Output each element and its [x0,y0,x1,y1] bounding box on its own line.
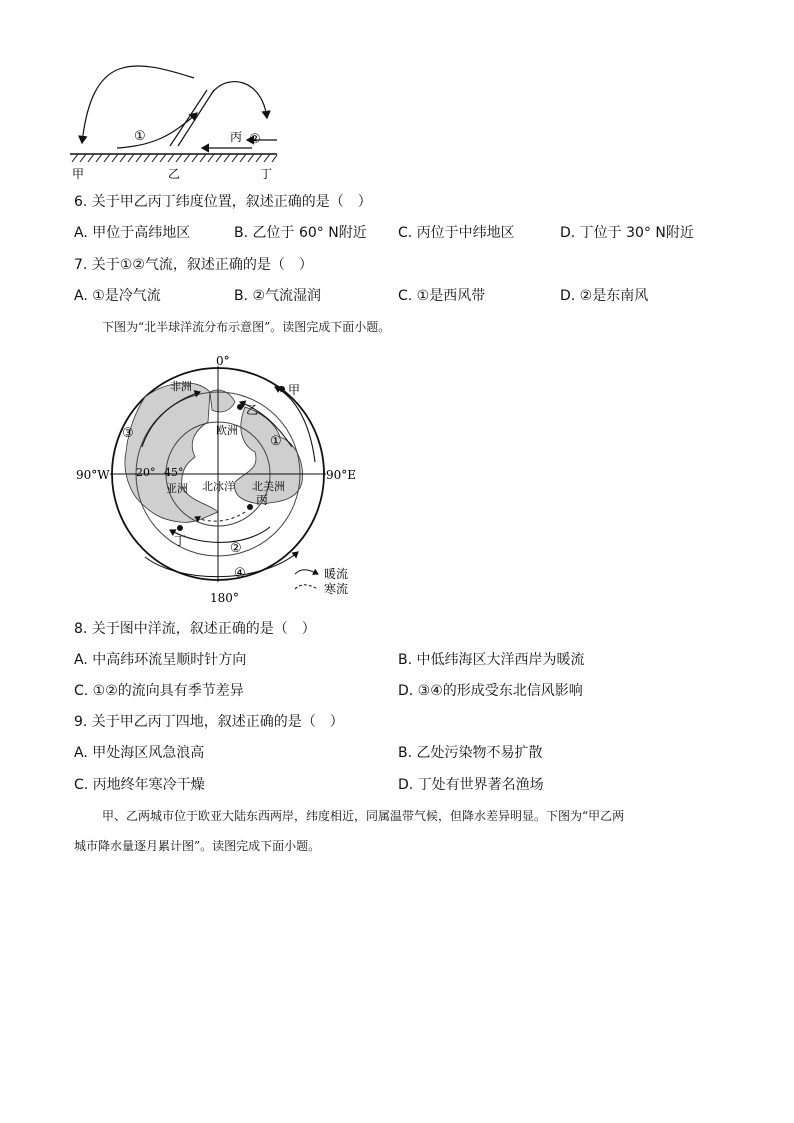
map-point-jia [279,386,285,392]
map-label-africa: 非洲 [170,380,192,393]
map-point-ding [177,525,183,531]
ground-hatch [72,154,277,162]
map-label-europe: 欧洲 [216,424,238,437]
map-label-arctic: 北冰洋 [202,480,235,493]
q9-option-a[interactable]: A. 甲处海区风急浪高 [74,745,205,761]
map-label-90e: 90°E [326,468,357,482]
map-label-180: 180° [210,591,239,605]
ocean-current-map [70,352,370,607]
q6-option-b[interactable]: B. 乙位于 60° N附近 [234,225,367,241]
map-label-yi: 乙 [246,403,259,417]
map-label-current-3: ③ [122,426,134,441]
legend-warm: 暖流 [324,567,349,581]
map-label-bing: 丙 [256,493,269,507]
map-label-lat20: 20° [136,466,156,479]
q8-stem: 8. 关于图中洋流，叙述正确的是（ ） [74,621,316,637]
legend-cold-line [295,585,318,589]
flow-1-arrow [117,113,197,148]
intro-precip-line1: 甲、乙两城市位于欧亚大陆东西两岸，纬度相近，同属温带气候，但降水差异明显。下图为“甲乙两 [102,809,625,823]
legend-warm-line [295,570,318,574]
map-label-current-2: ② [230,541,242,556]
q9-option-d[interactable]: D. 丁处有世界著名渔场 [398,777,544,793]
q9-option-c[interactable]: C. 丙地终年寒冷干燥 [74,777,205,793]
q8-option-c[interactable]: C. ①②的流向具有季节差异 [74,683,244,699]
q8-option-b[interactable]: B. 中低纬海区大洋西岸为暖流 [398,652,585,668]
map-label-lat45: 45° [164,466,184,479]
map-point-yi [237,404,243,410]
map-label-0: 0° [216,354,230,368]
intro-precip-line2: 城市降水量逐月累计图”。读图完成下面小题。 [74,839,321,853]
label-jia: 甲 [72,167,85,181]
intro-ocean-map: 下图为“北半球洋流分布示意图”。读图完成下面小题。 [102,320,391,334]
map-label-current-4: ④ [234,566,246,581]
map-label-asia: 亚洲 [166,482,188,495]
map-label-current-1: ① [270,434,282,449]
q7-option-d[interactable]: D. ②是东南风 [560,288,649,304]
q9-option-b[interactable]: B. 乙处污染物不易扩散 [398,745,543,761]
q7-option-c[interactable]: C. ①是西风带 [398,288,486,304]
airflow-diagram [62,58,292,183]
q8-option-d[interactable]: D. ③④的形成受东北信风影响 [398,683,583,699]
label-circle-2: ② [249,132,261,147]
map-label-jia: 甲 [288,383,301,397]
q8-option-a[interactable]: A. 中高纬环流呈顺时针方向 [74,652,247,668]
label-bing: 丙 [230,130,243,144]
q6-stem: 6. 关于甲乙丙丁纬度位置，叙述正确的是（ ） [74,194,372,210]
map-label-namerica: 北美洲 [252,480,285,493]
q7-stem: 7. 关于①②气流，叙述正确的是（ ） [74,257,313,273]
label-circle-1: ① [134,129,146,144]
upper-arc-right [212,82,267,118]
q6-option-c[interactable]: C. 丙位于中纬地区 [398,225,515,241]
legend-cold: 寒流 [324,582,349,596]
map-label-90w: 90°W [76,468,110,482]
q7-option-a[interactable]: A. ①是冷气流 [74,288,161,304]
label-ding: 丁 [260,167,273,181]
q6-option-a[interactable]: A. 甲位于高纬地区 [74,225,191,241]
q9-stem: 9. 关于甲乙丙丁四地，叙述正确的是（ ） [74,714,344,730]
map-point-bing [247,504,253,510]
label-yi: 乙 [168,167,181,181]
map-label-ding: 丁 [174,534,187,548]
q7-option-b[interactable]: B. ②气流湿润 [234,288,322,304]
q6-option-d[interactable]: D. 丁位于 30° N附近 [560,225,694,241]
